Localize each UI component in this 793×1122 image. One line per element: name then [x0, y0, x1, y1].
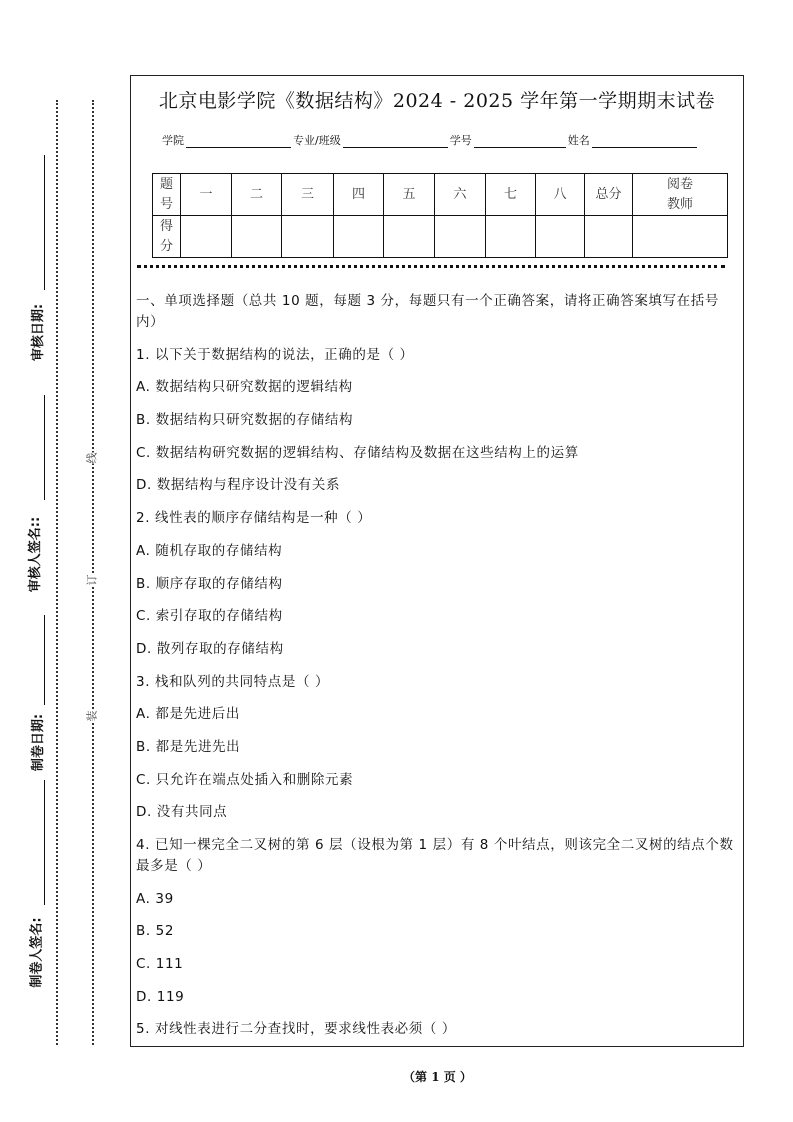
column-header: 四 — [334, 174, 384, 216]
answer-option: C. 只允许在端点处插入和删除元素 — [136, 771, 354, 788]
binding-dotted-line-inner — [92, 100, 94, 1045]
question-number-header: 题号 — [153, 174, 181, 216]
answer-option: B. 都是先进先出 — [136, 738, 241, 755]
score-cell[interactable] — [181, 216, 232, 258]
major-class-label: 专业/班级 — [293, 134, 341, 147]
answer-option: D. 散列存取的存储结构 — [136, 640, 284, 657]
college-label: 学院 — [162, 134, 184, 147]
answer-option: B. 数据结构只研究数据的存储结构 — [136, 412, 354, 429]
column-header: 一 — [181, 174, 232, 216]
question-text: 3. 栈和队列的共同特点是（ ） — [136, 673, 330, 690]
score-cell[interactable] — [585, 216, 633, 258]
section-heading: 一、单项选择题（总共 10 题，每题 3 分，每题只有一个正确答案，请将正确答案填写在括号内） — [136, 293, 719, 330]
binding-mark-bind: 装 — [85, 710, 99, 722]
score-cell[interactable] — [384, 216, 435, 258]
question-text: 2. 线性表的顺序存储结构是一种（ ） — [136, 510, 372, 527]
reviewer-signature-label: 审核人签名:: — [28, 516, 44, 593]
column-header: 八 — [536, 174, 585, 216]
column-header: 二 — [232, 174, 282, 216]
score-cell[interactable] — [232, 216, 282, 258]
binding-mark-line: 线 — [85, 452, 99, 464]
answer-option: D. 119 — [136, 988, 185, 1005]
score-cell[interactable] — [633, 216, 728, 258]
answer-option: D. 数据结构与程序设计没有关系 — [136, 477, 341, 494]
answer-option: A. 数据结构只研究数据的逻辑结构 — [136, 379, 353, 396]
name-label: 姓名 — [567, 134, 590, 147]
score-row-header: 得分 — [153, 216, 181, 258]
score-cell[interactable] — [486, 216, 536, 258]
score-cell[interactable] — [282, 216, 334, 258]
answer-option: A. 39 — [136, 890, 174, 907]
answer-option: C. 索引存取的存储结构 — [136, 608, 283, 625]
signature-line — [44, 395, 45, 500]
column-header: 五 — [384, 174, 435, 216]
paper-date-label: 制卷日期: — [31, 713, 47, 772]
column-header: 七 — [486, 174, 536, 216]
binding-dotted-line-outer — [56, 100, 58, 1045]
answer-option: C. 111 — [136, 956, 184, 973]
name-field[interactable] — [592, 135, 697, 148]
total-score-header: 总分 — [585, 174, 633, 216]
score-cell[interactable] — [334, 216, 384, 258]
exam-content — [136, 291, 738, 1052]
exam-title: 北京电影学院《数据结构》2024 - 2025 学年第一学期期末试卷 — [158, 90, 716, 112]
signature-line — [44, 780, 45, 905]
question-text: 4. 已知一棵完全二叉树的第 6 层（设根为第 1 层）有 8 个叶结点，则该完全二叉树的结点个数最多是（ ） — [136, 837, 734, 874]
binding-mark-staple: 订 — [85, 574, 99, 586]
question-text: 5. 对线性表进行二分查找时，要求线性表必须（ ） — [136, 1021, 456, 1038]
paper-maker-signature-label: 制卷人签名: — [29, 917, 45, 988]
column-header: 三 — [282, 174, 334, 216]
college-field[interactable] — [186, 135, 291, 148]
score-cell[interactable] — [536, 216, 585, 258]
answer-option: C. 数据结构研究数据的逻辑结构、存储结构及数据在这些结构上的运算 — [136, 444, 579, 461]
question-text: 1. 以下关于数据结构的说法，正确的是（ ） — [136, 346, 414, 363]
score-cell[interactable] — [435, 216, 486, 258]
major-class-field[interactable] — [343, 135, 448, 148]
student-id-label: 学号 — [449, 134, 472, 147]
answer-option: B. 顺序存取的存储结构 — [136, 575, 283, 592]
signature-line — [44, 615, 45, 705]
answer-option: B. 52 — [136, 923, 175, 940]
review-date-label: 审核日期: — [31, 303, 47, 362]
answer-option: D. 没有共同点 — [136, 804, 228, 821]
signature-line — [44, 155, 45, 290]
answer-option: A. 都是先进后出 — [136, 706, 240, 723]
answer-option: A. 随机存取的存储结构 — [136, 542, 283, 559]
grader-header: 阅卷教师 — [633, 174, 728, 216]
score-table — [152, 173, 728, 258]
page-number: （第 1 页 ） — [403, 1070, 472, 1084]
column-header: 六 — [435, 174, 486, 216]
dotted-divider — [137, 265, 725, 268]
student-info-row — [162, 132, 699, 148]
student-id-field[interactable] — [474, 135, 566, 148]
